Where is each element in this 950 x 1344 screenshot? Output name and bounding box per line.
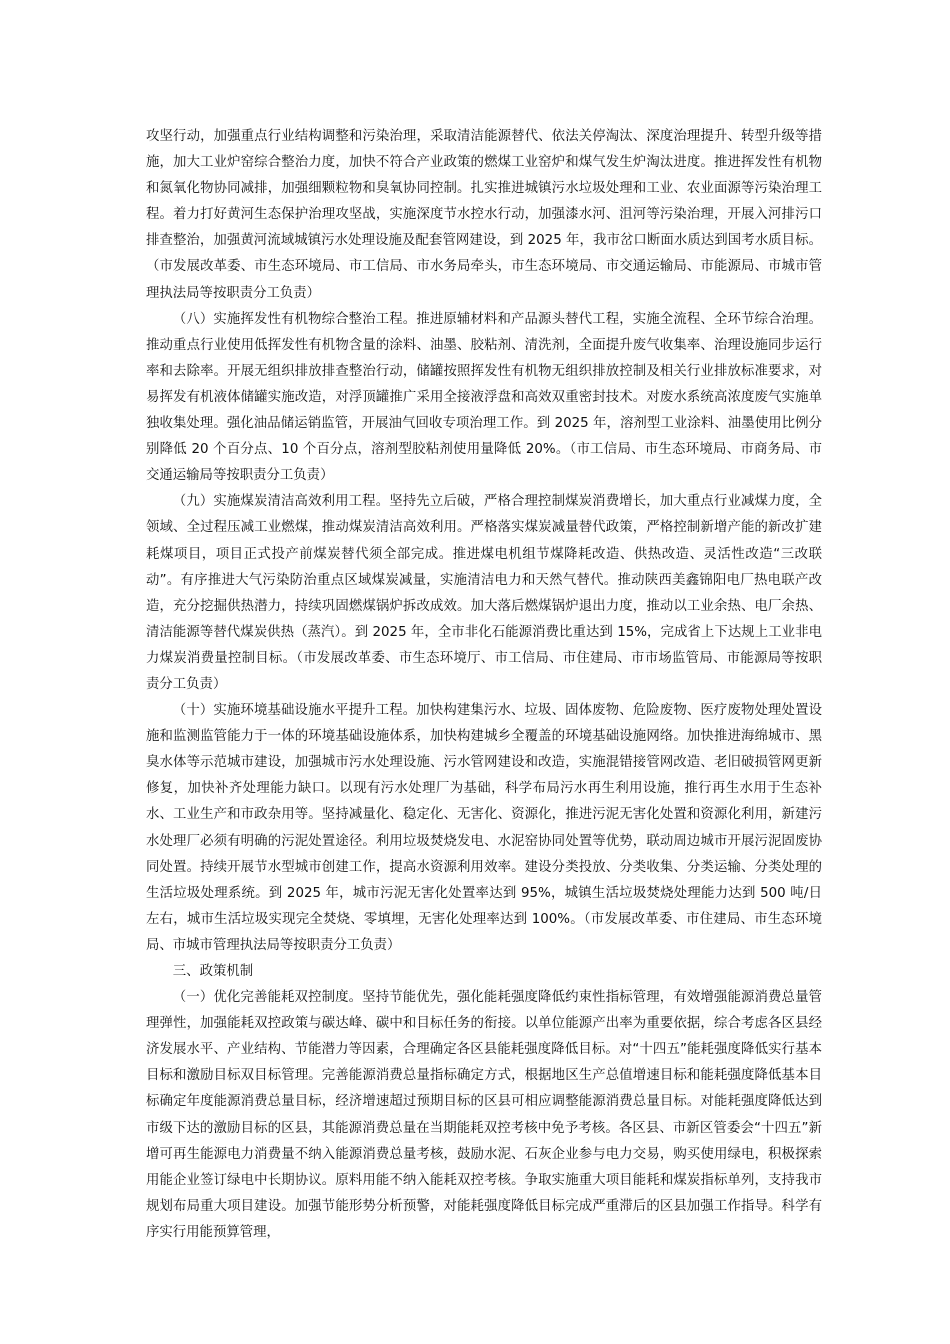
paragraph-item-1-energy-dual-control: （一）优化完善能耗双控制度。坚持节能优先，强化能耗强度降低约束性指标管理，有效增强能源消费总量管理弹性，加强能耗双控政策与碳达峰、碳中和目标任务的衔接。以单位能源产出率为重要依据，综合考虑各区县经济发展水平、产业结构、节能潜力等因素，合理确定各区县能耗强度降低目标。对“十四五”能耗强度降低实行基本目标和激励目标双目标管理。完善能源消费总量指标确定方式，根据地区生产总值增速目标和能耗强度降低基本目标确定年度能源消费总量目标，经济增速超过预期目标的区县可相应调整能源消费总量目标。对能耗强度降低达到市级下达的激励目标的区县，其能源消费总量在当期能耗双控考核中免予考核。各区县、市新区管委会“十四五”新增可再生能源电力消费量不纳入能源消费总量考核，鼓励水泥、石灰企业参与电力交易，购买使用绿电，积极探索用能企业签订绿电中长期协议。原料用能不纳入能耗双控考核。争取实施重大项目能耗和煤炭指标单列，支持我市规划布局重大项目建设。加强节能形势分析预警，对能耗强度降低目标完成严重滞后的区县加强工作指导。科学有序实行用能预算管理， bbox=[146, 990, 822, 1240]
section-heading-policy-mechanism: 三、政策机制 bbox=[172, 964, 254, 979]
paragraph-item-9-clean-coal: （九）实施煤炭清洁高效利用工程。坚持先立后破，严格合理控制煤炭消费增长，加大重点行业减煤力度，全领域、全过程压减工业燃煤，推动煤炭清洁高效利用。严格落实煤炭减量替代政策，严格控制新增产能的新改扩建耗煤项目，项目正式投产前煤炭替代须全部完成。推进煤电机组节煤降耗改造、供热改造、灵活性改造“三改联动”。有序推进大气污染防治重点区域煤炭减量，实施清洁电力和天然气替代。推动陕西美鑫锦阳电厂热电联产改造，充分挖掘供热潜力，持续巩固燃煤锅炉拆改成效。加大落后燃煤锅炉退出力度，推动以工业余热、电厂余热、清洁能源等替代煤炭供热（蒸汽）。到 2025 年，全市非化石能源消费比重达到 15%，完成省上下达规上工业非电力煤炭消费量控制目标。（市发展改革委、市生态环境厅、市工信局、市住建局、市市场监管局、市能源局等按职责分工负责） bbox=[146, 494, 822, 692]
paragraph-continued-tackling-action: 攻坚行动，加强重点行业结构调整和污染治理，采取清洁能源替代、依法关停淘汰、深度治理提升、转型升级等措施，加大工业炉窑综合整治力度，加快不符合产业政策的燃煤工业窑炉和煤气发生炉淘汰进度。推进挥发性有机物和氮氧化物协同减排，加强细颗粒物和臭氧协同控制。扎实推进城镇污水垃圾处理和工业、农业面源等污染治理工程。着力打好黄河生态保护治理攻坚战，实施深度节水控水行动，加强漆水河、沮河等污染治理，开展入河排污口排查整治，加强黄河流域城镇污水处理设施及配套管网建设，到 2025 年，我市岔口断面水质达到国考水质目标。（市发展改革委、市生态环境局、市工信局、市水务局牵头，市生态环境局、市交通运输局、市能源局、市城市管理执法局等按职责分工负责） bbox=[146, 129, 822, 301]
paragraph-item-10-environmental-infrastructure: （十）实施环境基础设施水平提升工程。加快构建集污水、垃圾、固体废物、危险废物、医疗废物处理处置设施和监测监管能力于一体的环境基础设施体系，加快构建城乡全覆盖的环境基础设施网络。加快推进海绵城市、黑臭水体等示范城市建设，加强城市污水处理设施、污水管网建设和改造，实施混错接管网改造、老旧破损管网更新修复，加快补齐处理能力缺口。以现有污水处理厂为基础，科学布局污水再生利用设施，推行再生水用于生态补水、工业生产和市政杂用等。坚持减量化、稳定化、无害化、资源化，推进污泥无害化处置和资源化利用，新建污水处理厂必须有明确的污泥处置途径。利用垃圾焚烧发电、水泥窑协同处置等优势，联动周边城市开展污泥固废协同处置。持续开展节水型城市创建工作，提高水资源利用效率。建设分类投放、分类收集、分类运输、分类处理的生活垃圾处理系统。到 2025 年，城市污泥无害化处置率达到 95%，城镇生活垃圾焚烧处理能力达到 500 吨/日左右，城市生活垃圾实现完全焚烧、零填埋，无害化处理率达到 100%。（市发展改革委、市住建局、市生态环境局、市城市管理执法局等按职责分工负责） bbox=[146, 703, 822, 953]
paragraph-item-8-vocs-treatment: （八）实施挥发性有机物综合整治工程。推进原辅材料和产品源头替代工程，实施全流程、全环节综合治理。推动重点行业使用低挥发性有机物含量的涂料、油墨、胶粘剂、清洗剂，全面提升废气收集率、治理设施同步运行率和去除率。开展无组织排放排查整治行动，储罐按照挥发性有机物无组织排放控制及相关行业排放标准要求，对易挥发有机液体储罐实施改造，对浮顶罐推广采用全接液浮盘和高效双重密封技术。对废水系统高浓度废气实施单独收集处理。强化油品储运销监管，开展油气回收专项治理工作。到 2025 年，溶剂型工业涂料、油墨使用比例分别降低 20 个百分点、10 个百分点，溶剂型胶粘剂使用量降低 20%。（市工信局、市生态环境局、市商务局、市交通运输局等按职责分工负责） bbox=[146, 311, 822, 484]
document-page bbox=[146, 124, 822, 1246]
